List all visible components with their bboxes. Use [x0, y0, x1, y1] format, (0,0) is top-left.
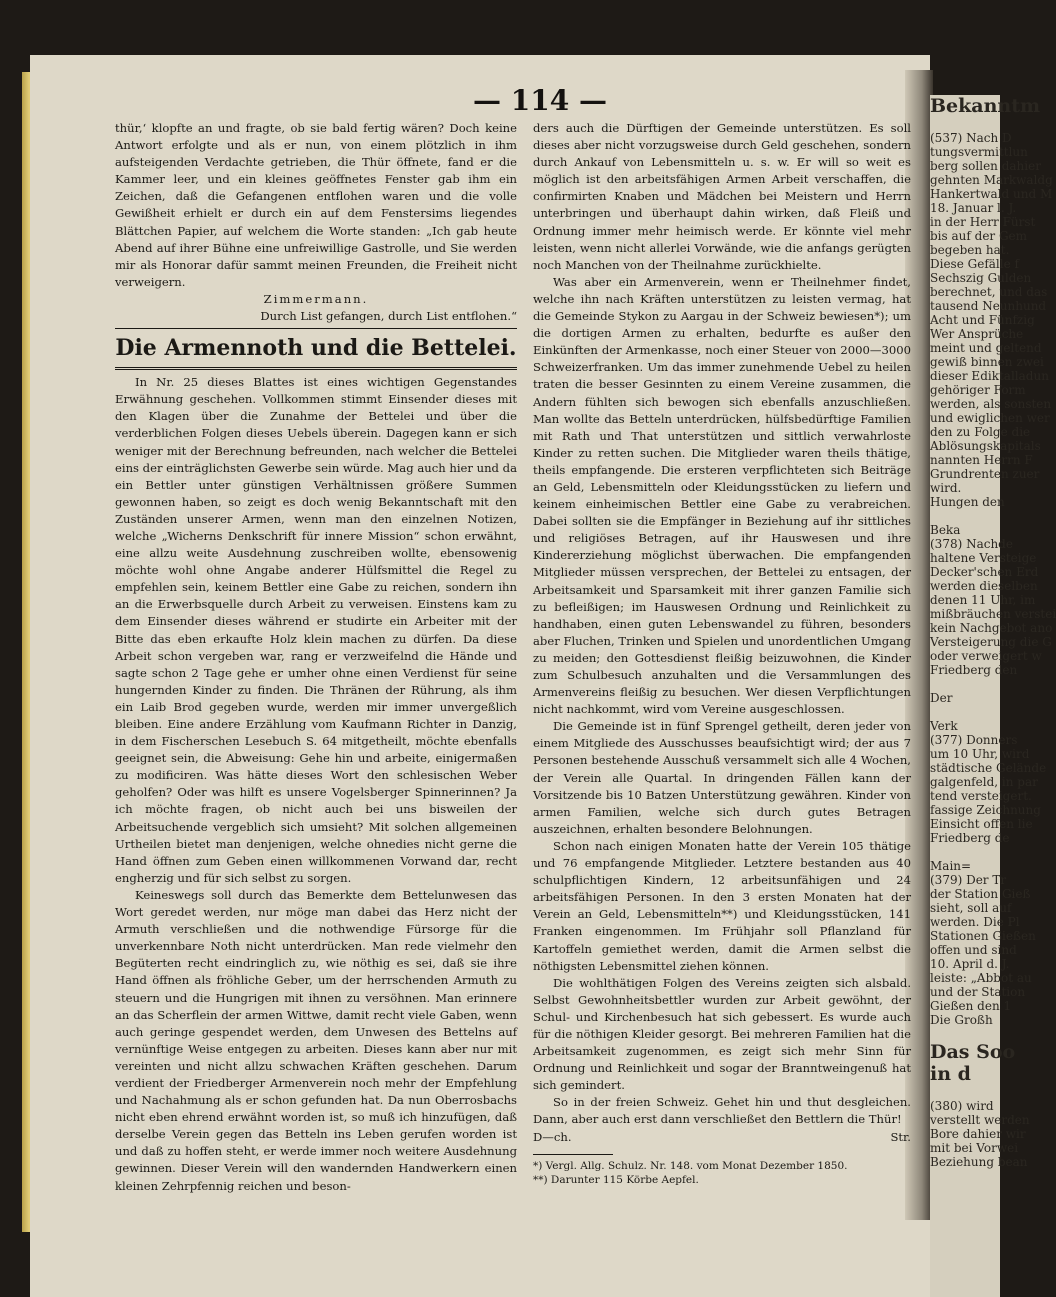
facing-page-line: offen und sind: [930, 943, 1017, 957]
facing-page-line: mißbräuchen verstei: [930, 607, 1056, 621]
facing-page-line: Verk: [930, 719, 958, 733]
footnote: **) Darunter 115 Körbe Aepfel.: [533, 1173, 699, 1186]
article-paragraph: Was aber ein Armenverein, wenn er Theilnehmer findet, welche ihn nach Kräften unterstützen zu leisten vermag, hat die Gemeinde Stykon zu Aargau in der Schweiz bewiesen*); um die dortigen Armen zu erhalten, bedurfte es außer den Einkünften der Armenkasse, noch einer Steuer von 2000—3000 Schweizerfranken. Um das immer zunehmende Uebel zu heilen traten die besser Gesinnten zu einem Vereine zusammen, die Andern fühlten sich bewogen sich ebenfalls anzuschließen. Man wollte das Betteln unterdrücken, hülfsbedürftige Familien mit Rath und That unterstützen und sittlich verwahrloste Kinder zu retten suchen. Die Mitglieder waren theils thätige, theils empfangende. Die ersteren verpflichteten sich Beiträge an Geld, Lebensmitteln oder Kleidungsstücken zu liefern und keinem einheimischen Bettler eine Gabe zu verabreichen. Dabei sollten sie die Empfänger in Beziehung auf ihr sittliches und religiöses Betragen, auf ihr Hauswesen und ihre Kindererziehung möglichst überwachen. Die empfangenden Mitglieder müssen versprechen, der Bettelei zu entsagen, der Arbeitsamkeit und Sparsamkeit mit ihrer ganzen Familie sich zu befleißigen; im Hauswesen Ordnung und Reinlichkeit zu handhaben, einen guten Lebenswandel zu führen, besonders aber Fluchen, Trinken und Spielen und unordentlichen Umgang zu meiden; den Gottesdienst fleißig beizuwohnen, die Kinder zum Schulbesuch anzuhalten und die Versammlungen des Armenvereins fleißig zu besuchen. Wer diesen Verpflichtungen nicht nachkommt, wird vom Vereine ausgeschlossen.: [533, 274, 911, 717]
facing-page-line: Hankertwald und M: [930, 187, 1053, 201]
facing-page-line: (537) Nach D: [930, 131, 1012, 145]
column-right: [533, 120, 911, 1186]
author-signature: Zimmermann.: [263, 291, 369, 306]
facing-page-line: Das Soo: [930, 1041, 1016, 1063]
facing-page-line: Wer Ansprüche: [930, 327, 1024, 341]
facing-page-line: oder verweigert w: [930, 649, 1042, 663]
facing-page-line: leiste: „Abbot au: [930, 971, 1032, 985]
facing-page-line: Decker'schen Erd: [930, 565, 1039, 579]
facing-page-line: berg sollen dahier: [930, 159, 1041, 173]
facing-page-line: Versteigerung die G: [930, 635, 1052, 649]
facing-page-line: nannten Herrn F: [930, 453, 1033, 467]
article-paragraph: Die wohlthätigen Folgen des Vereins zeigten sich alsbald. Selbst Gewohnheitsbettler wurden zur Arbeit gewöhnt, der Schul- und Kirchenbesuch hat sich gebessert. Es wurde auch für die nöthigen Kleider gesorgt. Bei mehreren Familien hat die Arbeitsamkeit zugenommen, es zeigt sich mehr Sinn für Ordnung und Reinlichkeit und sogar der Branntweingenuß hat sich gemindert.: [533, 975, 911, 1093]
facing-page-line: meint und geltend: [930, 341, 1042, 355]
footnote-divider: [533, 1154, 613, 1155]
column-left: [115, 120, 517, 1193]
facing-page-line: [930, 509, 1000, 523]
facing-page-line: kein Nachgebot ano: [930, 621, 1053, 635]
facing-page-line: (379) Der Tr: [930, 873, 1007, 887]
facing-page-line: [930, 705, 1000, 719]
facing-page-line: den zu Folge die: [930, 425, 1031, 439]
facing-page-line: (378) Nachde: [930, 537, 1013, 551]
facing-page-line: verstellt werden: [930, 1113, 1030, 1127]
facing-page-line: 18. Januar l. J.: [930, 201, 1017, 215]
facing-page-line: Bore dahier wir: [930, 1127, 1026, 1141]
facing-page-line: werden dieselben: [930, 579, 1038, 593]
facing-page-line: werden, als sonsten: [930, 397, 1052, 411]
facing-page-line: in d: [930, 1063, 971, 1085]
signature-left: D—ch.: [533, 1129, 572, 1144]
facing-page-line: und ewiglichen wer: [930, 411, 1050, 425]
facing-page-line: tausend Neunhund: [930, 299, 1047, 313]
facing-page-line: galgenfeld, in par: [930, 775, 1038, 789]
facing-page-line: gewiß binnen zwei: [930, 355, 1044, 369]
facing-page-line: [930, 1027, 1000, 1041]
facing-page-line: (377) Donners: [930, 733, 1018, 747]
facing-page-line: denen 11 Uhr, im: [930, 593, 1036, 607]
facing-page-line: bis auf der Gem: [930, 229, 1028, 243]
facing-page-line: (380) wird: [930, 1099, 994, 1113]
facing-page-line: gehöriger Form: [930, 383, 1026, 397]
facing-page-line: Beziehung bean: [930, 1155, 1028, 1169]
facing-page-line: Stationen Gießen: [930, 929, 1036, 943]
facing-page-line: Hungen den: [930, 495, 1005, 509]
facing-page-line: Sechszig Gulden: [930, 271, 1032, 285]
article-paragraph: ders auch die Dürftigen der Gemeinde unterstützen. Es soll dieses aber nicht vorzugsweise durch Geld geschehen, sondern durch Ankauf von Lebensmitteln u. s. w. Er will so weit es möglich ist den arbeitsfähigen Armen Arbeit verschaffen, die confirmirten Knaben und Mädchen bei Meistern und Herrn unterbringen und überhaupt dahin wirken, daß Fleiß und Ordnung immer mehr heimisch werde. Er könnte viel mehr leisten, wenn nicht allerlei Vorwände, wie die anfangs gerügten noch Manchen von der Theilnahme zurückhielte.: [533, 121, 911, 272]
facing-page-line: dieser Ediktalladun: [930, 369, 1049, 383]
facing-page-line: Friedberg de: [930, 831, 1010, 845]
footnote: *) Vergl. Allg. Schulz. Nr. 148. vom Monat Dezember 1850.: [533, 1159, 848, 1172]
facing-page-line: Acht und Fünfzig: [930, 313, 1035, 327]
facing-page-line: und der Station: [930, 985, 1026, 999]
facing-page-line: haltene Versteige: [930, 551, 1037, 565]
facing-page-line: um 10 Uhr, wird: [930, 747, 1030, 761]
facing-page-line: tend versteigert.: [930, 789, 1032, 803]
divider: [115, 328, 517, 329]
article-title: Die Armennoth und die Bettelei.: [115, 335, 517, 362]
facing-page-line: Beka: [930, 523, 961, 537]
facing-page-line: 10. April d. J.: [930, 957, 1010, 971]
facing-page-line: Grundrenten zuer: [930, 467, 1040, 481]
article-paragraph: Schon nach einigen Monaten hatte der Verein 105 thätige und 76 empfangende Mitglieder. Letztere bestanden aus 40 schulpflichtigen Kindern, 12 arbeitsunfähigen und 24 arbeitsfähigen Personen. In den 3 ersten Monaten hat der Verein an Geld, Lebensmitteln**) und Kleidungsstücken, 141 Franken eingenommen. Im Frühjahr soll Pflanzland für Kartoffeln gemiethet werden, damit die Armen selbst die nöthigsten Lebensmittel ziehen können.: [533, 838, 911, 973]
facing-page-line: fassige Zeichnung: [930, 803, 1041, 817]
facing-page-line: wird.: [930, 481, 962, 495]
facing-page-line: sieht, soll auf: [930, 901, 1012, 915]
facing-page-line: [930, 117, 1000, 131]
title-divider: [115, 367, 517, 370]
signature-right: Str.: [890, 1129, 911, 1144]
facing-page-line: Friedberg den: [930, 663, 1018, 677]
facing-page-line: Der: [930, 691, 953, 705]
facing-page-line: Die Großh: [930, 1013, 993, 1027]
facing-page-fragment: [930, 95, 1056, 1297]
facing-page-line: [930, 677, 1000, 691]
facing-page-line: [930, 845, 1000, 859]
facing-page-line: städtische Gelände: [930, 761, 1047, 775]
facing-page-line: Gießen den 1: [930, 999, 1012, 1013]
facing-page-line: Main=: [930, 859, 972, 873]
facing-page-line: Diese Gefälle f: [930, 257, 1019, 271]
article-signatures: [533, 1129, 911, 1146]
facing-page-line: [930, 1085, 1000, 1099]
page-number: — 114 —: [473, 84, 607, 117]
facing-page-line: Ablösungskapitals: [930, 439, 1041, 453]
facing-page-line: tungsvermittlun: [930, 145, 1028, 159]
facing-page-line: Bekanntm: [930, 95, 1041, 117]
facing-page-line: in der Herr Fürst: [930, 215, 1036, 229]
facing-page-line: werden. Die Pl: [930, 915, 1020, 929]
closing-line: Durch List gefangen, durch List entflohen.“: [260, 309, 517, 324]
facing-page-line: Einsicht offen lie: [930, 817, 1033, 831]
facing-page-line: gehnten Markwaldg: [930, 173, 1053, 187]
story-ending-paragraph: thür,‘ klopfte an und fragte, ob sie bald fertig wären? Doch keine Antwort erfolgte und als er nun, von einem plötzlich in ihm aufsteigenden Verdachte getrieben, die Thür öffnete, fand er die Kammer leer, und ein kleines geöffnetes Fenster gab ihm ein Zeichen, daß die Gefangenen entflohen waren und die volle Gewißheit erhielt er durch ein auf dem Fenstersims liegendes Blättchen Papier, auf welchem die Worte standen: „Ich gab heute Abend auf ihrer Bühne eine unfreiwillige Gastrolle, und Sie werden mir als Honorar dafür sammt meinen Freunden, die Freiheit nicht verweigern.: [115, 121, 517, 289]
facing-page-line: der Station Gieß: [930, 887, 1031, 901]
article-paragraph: Die Gemeinde ist in fünf Sprengel getheilt, deren jeder von einem Mitgliede des Ausschusses beaufsichtigt wird; der aus 7 Personen bestehende Ausschuß versammelt sich alle 4 Wochen, der Verein alle Quartal. In dringenden Fällen kann der Vorsitzende bis 10 Batzen Unterstützung gewähren. Kinder von armen Familien, welche sich durch gutes Betragen auszeichnen, erhalten besondere Belohnungen.: [533, 719, 911, 836]
facing-page-line: begeben hat.: [930, 243, 1010, 257]
article-paragraph: Keineswegs soll durch das Bemerkte dem Bettelunwesen das Wort geredet werden, nur möge man dabei das Herz nicht der Armuth verschließen und die nothwendige Fürsorge für die unverkennbare Noth nicht unterdrücken. Man rede vielmehr den Begüterten recht eindringlich zu, wie nöthig es sei, daß sie ihre Hand öffnen als fröhliche Geber, um der herrschenden Armuth zu steuern und die Hungrigen mit ihnen zu versöhnen. Man erinnere an das Scherflein der armen Wittwe, damit recht viele Gaben, wenn auch geringe gespendet werden, dem Unwesen des Bettelns auf vernünftige Weise entgegen zu arbeiten. Dieses kann aber nur mit vereinten und nicht allzu schwachen Kräften geschehen. Darum verdient der Friedberger Armenverein noch mehr der Empfehlung und Nachahmung als er schon gefunden hat. Da nun Oberrosbachs nicht eben ehrend erwähnt worden ist, so muß ich hinzufügen, daß derselbe Verein gegen das Betteln ins Leben gerufen worden ist und daß zu hoffen steht, er werde immer noch weitere Ausdehnung gewinnen. Dieser Verein will den wandernden Handwerkern einen kleinen Zehrpfennig reichen und beson-: [115, 887, 517, 1193]
article-paragraph: So in der freien Schweiz. Gehet hin und thut desgleichen. Dann, aber auch erst dann verschließet den Bettlern die Thür!: [533, 1095, 911, 1127]
article-paragraph: In Nr. 25 dieses Blattes ist eines wichtigen Gegenstandes Erwähnung geschehen. Vollkommen stimmt Einsender dieses mit den Klagen über die Zunahme der Bettelei und über die verderblichen Folgen dieses Uebels überein. Dagegen kann er sich weniger mit der Berechnung befreunden, nach welcher die Bettelei eins der einträglichsten Gewerbe sein würde. Mag auch hier und da ein Bettler unter günstigen Verhältnissen größere Summen gewonnen haben, so zeigt es doch wenig Bekanntschaft mit den Zuständen unserer Armen, wenn man den einzelnen Notizen, welche „Wicherns Denkschrift für innere Mission“ schon erwähnt, eine allzu weite Ausdehnung zuschreiben wollte, ebensowenig möchte wohl ohne Angabe anderer Hülfsmittel die Regel zu empfehlen sein, keinem Bettler eine Gabe zu reichen, sondern ihn an die Erwerbsquelle durch Arbeit zu verweisen. Einstens kam zu dem Einsender dieses während er studirte ein Arbeiter mit der Bitte das eben erkaufte Holz klein machen zu dürfen. Da diese Arbeit schon vergeben war, rang er verzweifelnd die Hände und sagte schon 2 Tage gehe er umher ohne einen Verdienst für seine hungernden Kinder zu finden. Die Thränen der Rührung, als ihm ein Laib Brod gegeben wurde, werden mir immer unvergeßlich bleiben. Eine andere Erzählung vom Kaufmann Richter in Danzig, in dem Fischerschen Lesebuch S. 64 mitgetheilt, möchte ebenfalls geeignet sein, die Abweisung: Gehe hin und arbeite, einigermaßen zu modificiren. Was hätte dieses Wort den schlesischen Weber geholfen? Oder was hilft es unsere Vogelsberger Spinnerinnen? Ja ich möchte fragen, ob nicht auch bei uns bisweilen der Arbeitsuchende vergeblich sich umsieht? Mit solchen allgemeinen Urtheilen bietet man denjenigen, welche ohnedies nicht gerne die Hand öffnen zum Geben einen willkommenen Vorwand dar, recht engherzig und für sich selbst zu sorgen.: [115, 375, 517, 885]
facing-page-line: mit bei Vorwei: [930, 1141, 1019, 1155]
facing-page-line: berechnet, und das: [930, 285, 1048, 299]
